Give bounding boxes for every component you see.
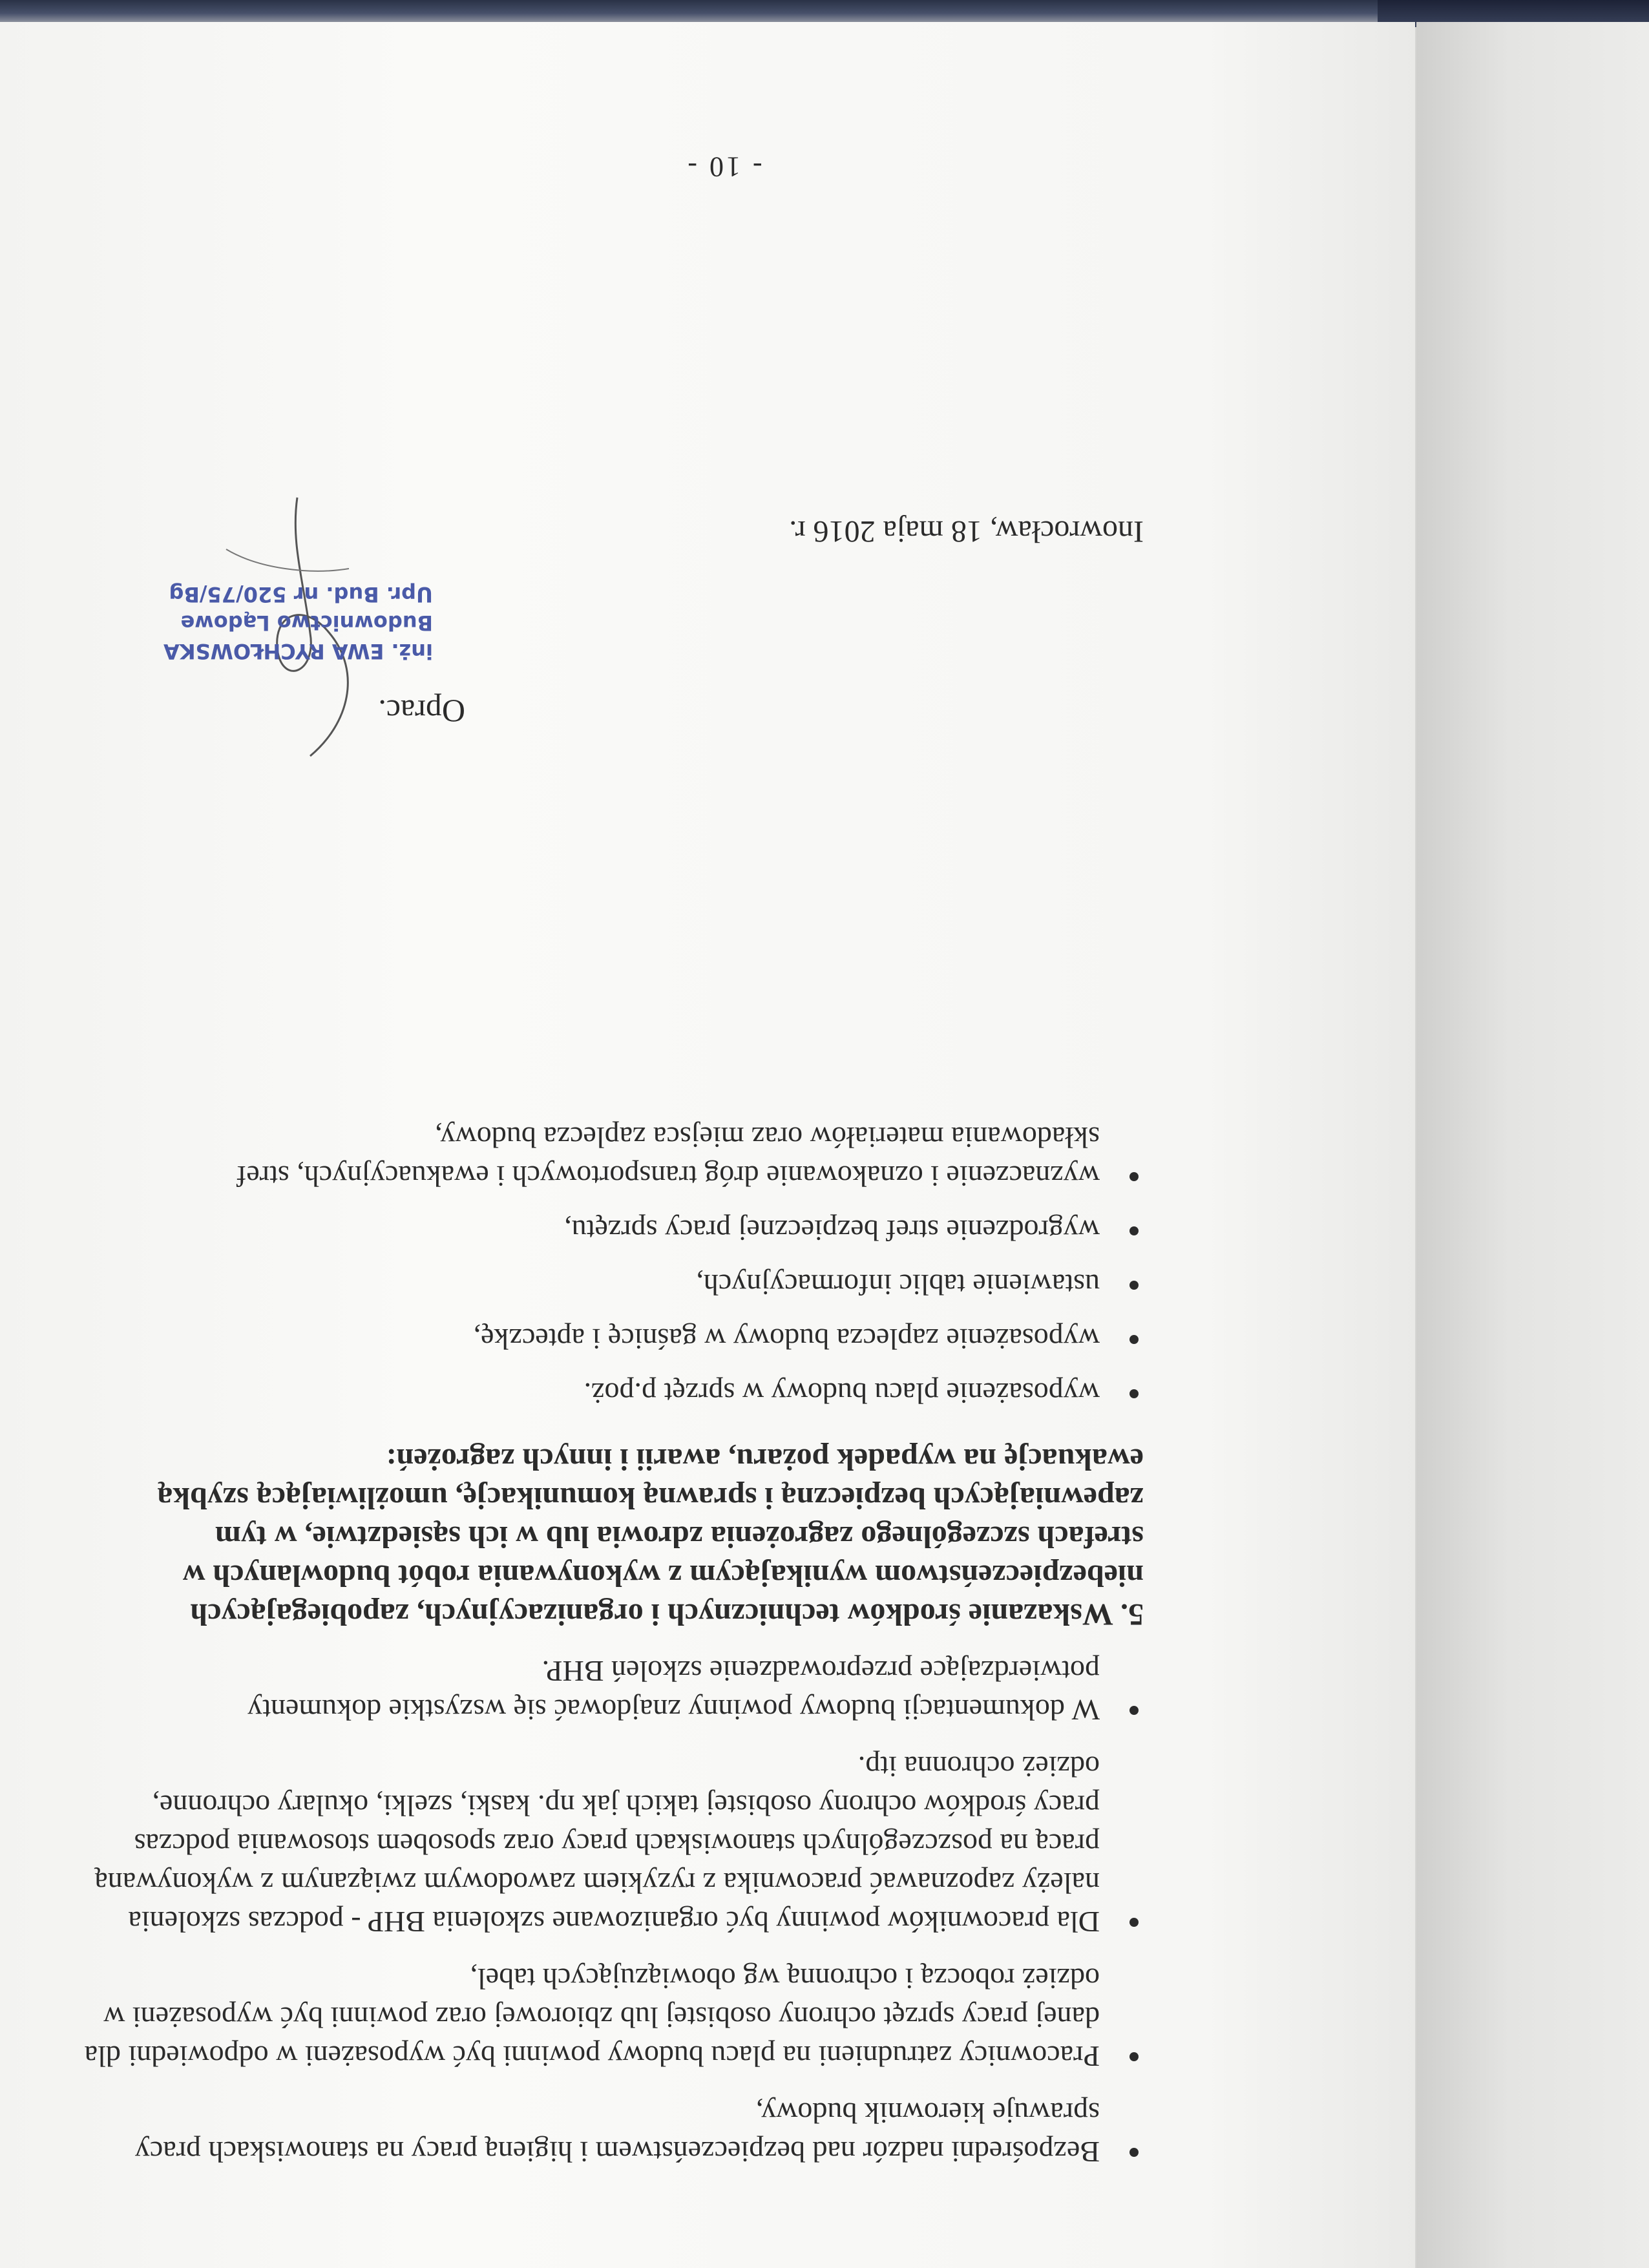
list-item [84, 1211, 1144, 1250]
section-5-list [84, 1118, 1144, 1412]
bullet-icon [1129, 2052, 1139, 2061]
bullet-icon [1129, 1335, 1139, 1344]
engineer-stamp [136, 580, 433, 666]
bullet-icon [1129, 1172, 1139, 1181]
page-number: - 10 - [685, 151, 762, 183]
list-item [84, 1374, 1144, 1412]
list-item [84, 1747, 1144, 1941]
stamp-license: Upr. Bud. nr 520/75/Bg [169, 582, 433, 607]
bullet-icon [1129, 1281, 1139, 1290]
stamp-name: inż. EWA RYCHŁOWSKA [163, 639, 433, 664]
bullet-icon [1129, 1226, 1139, 1235]
list-item [84, 1265, 1144, 1304]
body-text [84, 1102, 1144, 2171]
list-item-text: wygrodzenie stref bezpiecznej pracy sprzętu, [564, 1214, 1100, 1247]
list-item [84, 1319, 1144, 1358]
page-content-rotated [0, 22, 1415, 2268]
list-item-text: wyposażenie zaplecza budowy w gaśnicę i apteczkę, [473, 1323, 1100, 1356]
list-item-text: wyznaczenie i oznakowanie dróg transportowych i ewakuacyjnych, stref składowania materiałów oraz miejsca zaplecza budowy, [236, 1121, 1100, 1193]
bullet-icon [1129, 1918, 1139, 1927]
bullet-icon [1129, 1706, 1139, 1715]
list-item [84, 2094, 1144, 2171]
prepared-by-label: Oprac. [378, 693, 465, 730]
list-item-text: W dokumentacji budowy powinny znajdować się wszystkie dokumenty potwierdzające przeprowadzenie szkoleń BHP. [247, 1655, 1100, 1727]
list-item [84, 1118, 1144, 1195]
stamp-specialty: Budownictwo Lądowe [180, 611, 433, 635]
list-item-text: Dla pracowników powinny być organizowane szkolenia BHP - podczas szkolenia należy zapoznawać pracownika z ryzykiem zawodowym związanym z wykonywaną pracą na poszczególnych stanowiskach pracy oraz sposobem stosowania podczas pracy środków ochrony osobistej takich jak np. kaski, szelki, okulary ochronne, odzież ochronna itp. [94, 1750, 1100, 1938]
list-item-text: wyposażenie placu budowy w sprzęt p.poż. [583, 1377, 1100, 1410]
section-heading: 5. Wskazanie środków technicznych i organizacyjnych, zapobiegających niebezpieczeństwom wynikającym z wykonywania robót budowlanych w strefach szczególnego zagrożenia zdrowia lub w ich sąsiedztwie, w tym zapewniających bezpieczną i sprawną komunikację, umożliwiającą szybką ewakuację na wypadek pożaru, awarii i innych zagrożeń: [157, 1442, 1144, 1632]
bullet-icon [1129, 2148, 1139, 2157]
document-page [0, 22, 1415, 2268]
list-item [84, 1959, 1144, 2075]
date-place-line: Inowrocław, 18 maja 2016 r. [789, 514, 1144, 549]
page-binding-shadow [1416, 22, 1649, 2268]
list-item [84, 1652, 1144, 1729]
list-item-text: ustawienie tablic informacyjnych, [696, 1268, 1100, 1301]
list-item-text: Pracownicy zatrudnieni na placu budowy powinni być wyposażeni w odpowiedni dla danej pracy sprzęt ochrony osobistej lub zbiorowej oraz powinni być wyposażeni w odzież roboczą i ochronną wg obowiązujących tabel, [84, 1962, 1100, 2073]
list-item-text: Bezpośredni nadzór nad bezpieczeństwem i higieną pracy na stanowiskach pracy sprawuje kierownik budowy, [134, 2097, 1100, 2168]
bullet-icon [1129, 1389, 1139, 1398]
